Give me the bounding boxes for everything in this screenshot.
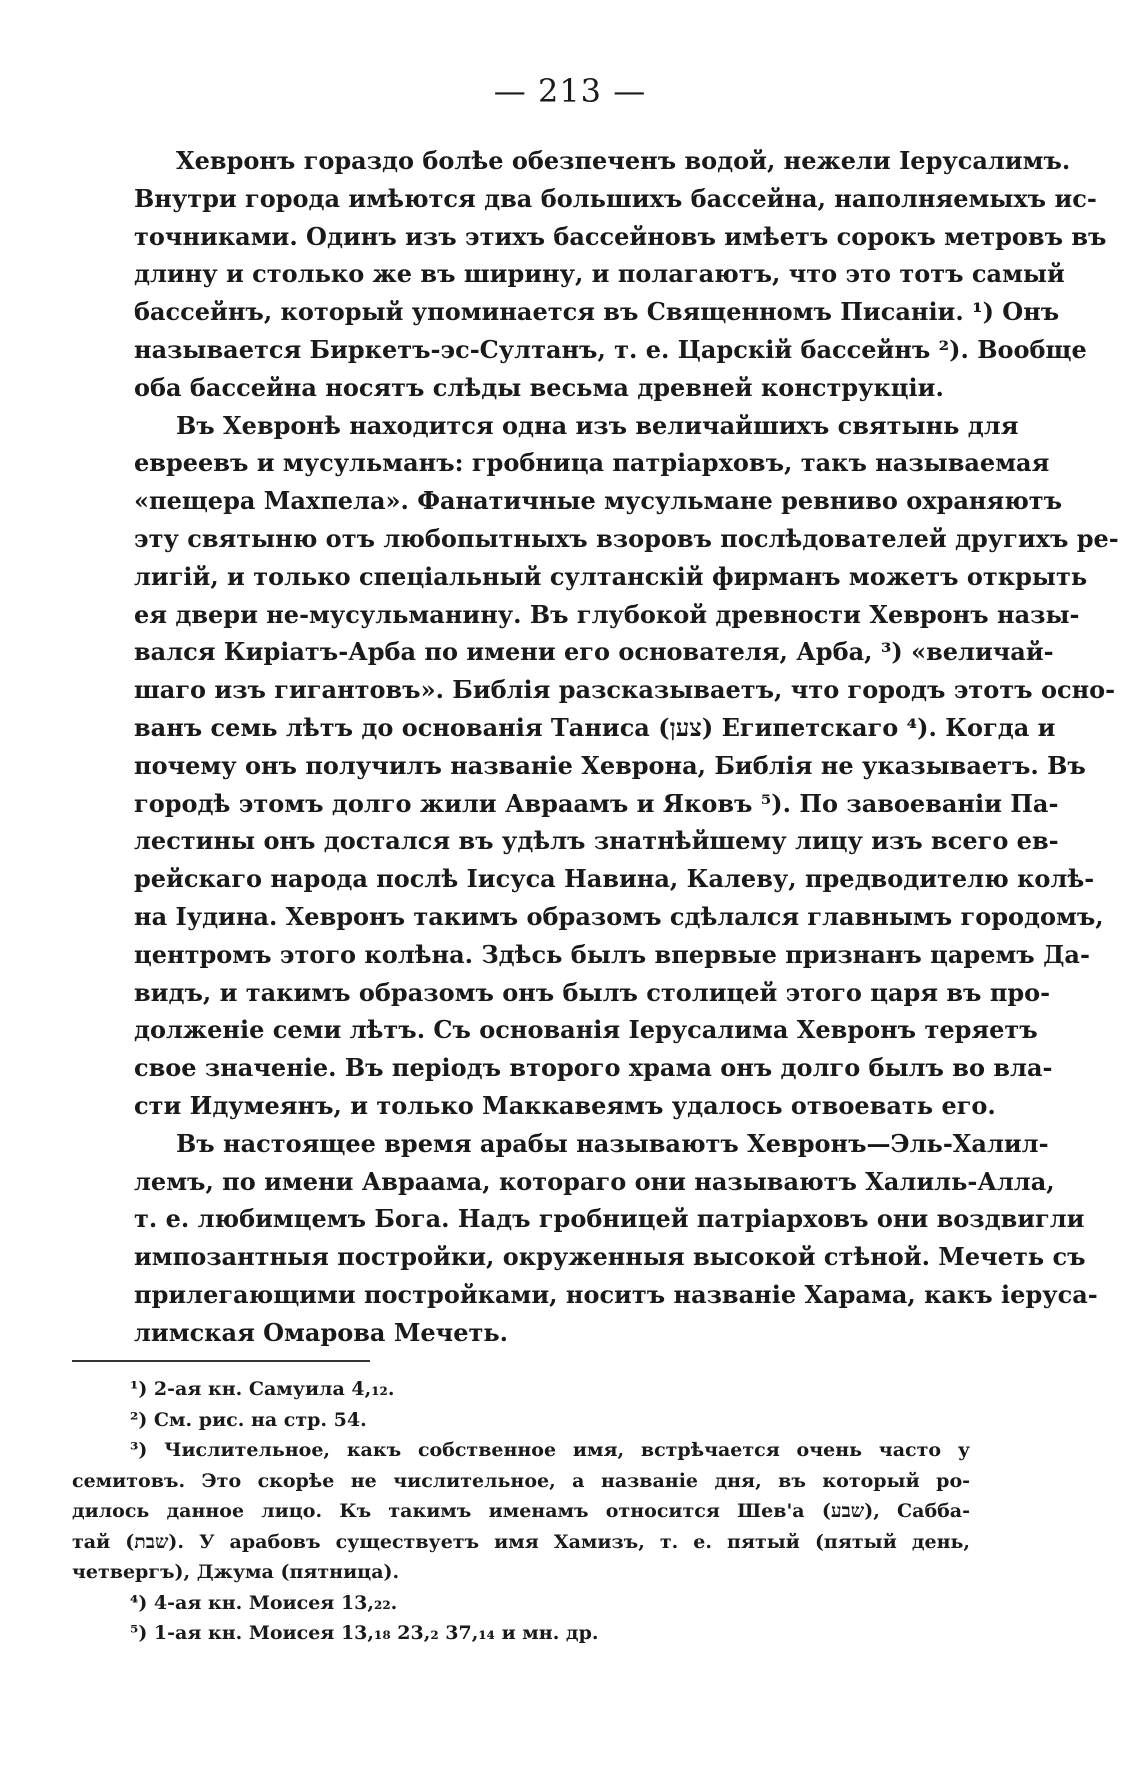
text-line: городѣ этомъ долго жили Авраамъ и Яковъ ⁵). По завоеваніи Па- bbox=[134, 788, 1059, 818]
text-line: центромъ этого колѣна. Здѣсь былъ впервые признанъ царемъ Да- bbox=[134, 939, 1090, 969]
text-line: лимская Омарова Мечеть. bbox=[134, 1317, 509, 1347]
text-line: долженіе семи лѣтъ. Съ основанія Іерусалима Хевронъ теряетъ bbox=[134, 1015, 1038, 1045]
paragraph-1 bbox=[134, 142, 1107, 407]
text-line: т. е. любимцемъ Бога. Надъ гробницей патріарховъ они воздвигли bbox=[134, 1204, 1085, 1234]
paragraph-3 bbox=[134, 1125, 1098, 1352]
footnote-3-line: дилось данное лицо. Къ такимъ именамъ относится Шев'а (שבע), Сабба- bbox=[72, 1500, 971, 1522]
text-line: длину и столько же въ ширину, и полагаютъ, что это тотъ самый bbox=[134, 259, 1065, 289]
text-line: Въ настоящее время арабы называютъ Хевронъ—Эль-Халил- bbox=[176, 1128, 1049, 1158]
text-line: лигій, и только спеціальный султанскій фирманъ можетъ открыть bbox=[134, 561, 1088, 591]
text-line: импозантныя постройки, окруженныя высокой стѣной. Мечеть съ bbox=[134, 1242, 1086, 1272]
footnote-3-line: семитовъ. Это скорѣе не числительное, а названіе дня, въ который ро- bbox=[72, 1469, 970, 1492]
text-line: евреевъ и мусульманъ: гробница патріарховъ, такъ называемая bbox=[134, 448, 1050, 478]
footnote-divider bbox=[72, 1360, 370, 1362]
text-line: «пещера Махпела». Фанатичные мусульмане ревниво охраняютъ bbox=[134, 486, 1063, 516]
footnote-3-line: четвергъ), Джума (пятница). bbox=[72, 1561, 400, 1583]
footnote-5: ⁵) 1-ая кн. Моисея 13,₁₈ 23,₂ 37,₁₄ и мн. др. bbox=[130, 1622, 599, 1644]
text-line: Хевронъ гораздо болѣе обезпеченъ водой, нежели Іерусалимъ. bbox=[176, 146, 1071, 175]
text-line: ванъ семь лѣтъ до основанія Таниса (צען) Египетскаго ⁴). Когда и bbox=[134, 712, 1056, 742]
footnotes bbox=[72, 1374, 970, 1649]
text-line: Внутри города имѣются два большихъ бассейна, наполняемыхъ ис- bbox=[134, 183, 1097, 213]
text-line: эту святыню отъ любопытныхъ взоровъ послѣдователей другихъ ре- bbox=[134, 523, 1119, 553]
text-line: Въ Хевронѣ находится одна изъ величайшихъ святынь для bbox=[176, 410, 1019, 440]
text-line: на Іудина. Хевронъ такимъ образомъ сдѣлался главнымъ городомъ, bbox=[134, 901, 1104, 931]
text-line: бассейнъ, который упоминается въ Священномъ Писаніи. ¹) Онъ bbox=[134, 297, 1060, 327]
text-line: вался Киріатъ-Арба по имени его основателя, Арба, ³) «величай- bbox=[134, 637, 1054, 667]
footnote-3-line: тай (שבת). У арабовъ существуетъ имя Хамизъ, т. е. пятый (пятый день, bbox=[72, 1530, 971, 1553]
text-line: оба бассейна носятъ слѣды весьма древней конструкціи. bbox=[134, 372, 944, 402]
text-line: свое значеніе. Въ періодъ второго храма онъ долго былъ во вла- bbox=[134, 1053, 1053, 1083]
text-line: лемъ, по имени Авраама, котораго они называютъ Халиль-Алла, bbox=[134, 1166, 1055, 1196]
text-line: сти Идумеянъ, и только Маккавеямъ удалось отвоевать его. bbox=[134, 1090, 996, 1120]
text-line: прилегающими постройками, носитъ названіе Харама, какъ іеруса- bbox=[134, 1279, 1098, 1309]
text-line: точниками. Одинъ изъ этихъ бассейновъ имѣетъ сорокъ метровъ въ bbox=[134, 221, 1107, 251]
footnote-4: ⁴) 4-ая кн. Моисея 13,₂₂. bbox=[130, 1591, 398, 1614]
text-line: почему онъ получилъ названіе Хеврона, Библія не указываетъ. Въ bbox=[134, 750, 1086, 780]
text-line: лестины онъ достался въ удѣлъ знатнѣйшему лицу изъ всего ев- bbox=[134, 826, 1059, 856]
text-line: называется Биркетъ-эс-Султанъ, т. е. Царскій бассейнъ ²). Вообще bbox=[134, 334, 1087, 364]
text-line: видъ, и такимъ образомъ онъ былъ столицей этого царя въ про- bbox=[134, 977, 1051, 1007]
text-line: шаго изъ гигантовъ». Библія разсказываетъ, что городъ этотъ осно- bbox=[134, 675, 1116, 705]
text-line: ея двери не-мусульманину. Въ глубокой древности Хевронъ назы- bbox=[134, 599, 1080, 629]
footnote-2: ²) См. рис. на стр. 54. bbox=[130, 1408, 367, 1431]
text-line: рейскаго народа послѣ Іисуса Навина, Калеву, предводителю колѣ- bbox=[134, 864, 1095, 894]
page-number: — 213 — bbox=[493, 72, 647, 110]
main-text bbox=[134, 142, 1119, 1352]
paragraph-2 bbox=[134, 407, 1119, 1125]
footnote-1: ¹) 2-ая кн. Самуила 4,₁₂. bbox=[130, 1378, 395, 1400]
footnote-3-line: ³) Числительное, какъ собственное имя, встрѣчается очень часто у bbox=[130, 1439, 970, 1461]
